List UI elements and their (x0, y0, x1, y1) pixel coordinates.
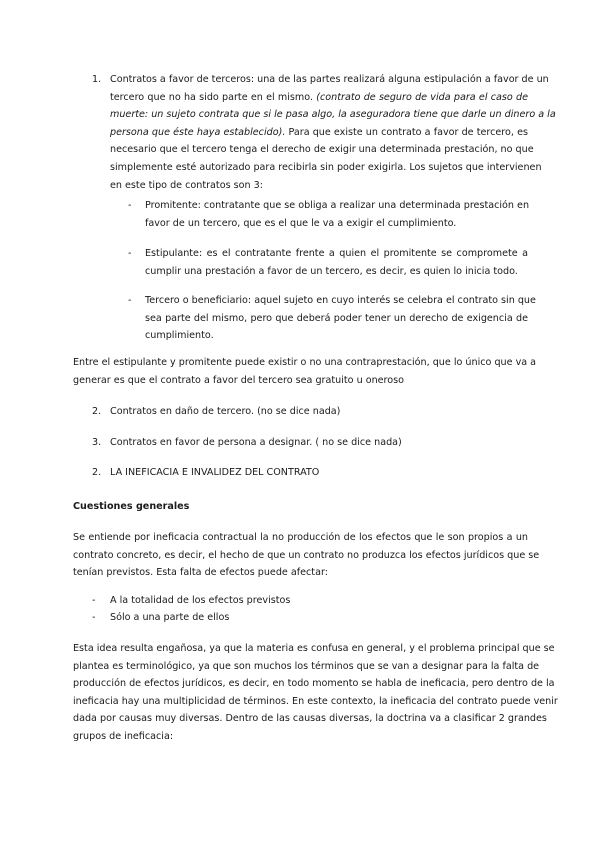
subject-estipulante (145, 245, 528, 280)
effect-1-dash: - (92, 595, 96, 606)
para-final-line-5: dada por causas muy diversas. Dentro de las causas diversas, la doctrina va a clasificar 2 grandes (73, 713, 547, 725)
subject-3-line-1: Tercero o beneficiario: aquel sujeto en cuyo interés se celebra el contrato sin que (145, 295, 536, 306)
subject-promitente (145, 197, 528, 232)
para-def-line-2: contrato concreto, es decir, el hecho de que un contrato no produzca los efectos jurídicos que se (73, 549, 540, 561)
item-1-number: 1. (92, 74, 102, 85)
section-2-number: 2. (92, 467, 102, 478)
paragraph-contraprestacion (73, 354, 537, 389)
subject-3-dash: - (128, 295, 132, 306)
item-1-line-3: muerte: un sujeto contrata que si le pasa algo, la aseguradora tiene que darle un dinero a la (110, 109, 556, 121)
effect-1-text: A la totalidad de los efectos previstos (110, 595, 291, 606)
section-2-heading: LA INEFICACIA E INVALIDEZ DEL CONTRATO (110, 467, 320, 478)
subject-1-dash: - (128, 200, 132, 211)
subject-1-line-2: favor de un tercero, que es el que le va a exigir el cumplimiento. (145, 217, 457, 229)
item-1-line-2: tercero que no ha sido parte en el mismo. (contrato de seguro de vida para el caso de (110, 91, 528, 103)
para-final-line-2: plantea es terminológico, ya que son muchos los términos que se van a designar para la falta de (73, 660, 540, 672)
item-2-text: Contratos en daño de tercero. (no se dice nada) (110, 406, 341, 417)
subject-2-line-1: Estipulante: es el contratante frente a quien el promitente se compromete a (145, 248, 528, 259)
effect-2-dash: - (92, 612, 96, 623)
effect-2-text: Sólo a una parte de ellos (110, 612, 230, 623)
para-final-line-6: grupos de ineficacia: (73, 730, 174, 742)
para-final-line-1: Esta idea resulta engañosa, ya que la materia es confusa en general, y el problema principal que se (73, 643, 555, 654)
subject-3-line-2: sea parte del mismo, pero que deberá poder tener un derecho de exigencia de (145, 312, 528, 324)
item-1-italic: (contrato de seguro de vida para el caso de (316, 91, 528, 103)
subject-tercero (145, 292, 536, 345)
item-3-text: Contratos en favor de persona a designar. ( no se dice nada) (110, 437, 402, 448)
item-1-text (110, 71, 556, 194)
item-1-line-6: simplemente esté autorizado para recibirla sin poder exigirla. Los sujetos que intervienen (110, 161, 542, 173)
item-1-line-5: necesario que el tercero tenga el derecho de exigir una determinada prestación, no que (110, 144, 534, 156)
item-1-line-1: Contratos a favor de terceros: una de las partes realizará alguna estipulación a favor de un (110, 74, 549, 85)
subject-1-line-1: Promitente: contratante que se obliga a realizar una determinada prestación en (145, 200, 530, 211)
subject-2-line-2: cumplir una prestación a favor de un tercero, es decir, es quien lo inicia todo. (145, 265, 518, 277)
item-1-line-4: persona que éste haya establecido). Para que existe un contrato a favor de tercero, es (110, 126, 528, 138)
subject-2-dash: - (128, 248, 132, 259)
paragraph-definition (73, 529, 540, 582)
para-between-line-1: Entre el estipulante y promitente puede existir o no una contraprestación, que lo único que va a (73, 357, 537, 368)
para-final-line-4: ineficacia hay una multiplicidad de términos. En este contexto, la ineficacia del contrato puede venir (73, 695, 558, 707)
subject-3-line-3: cumplimiento. (145, 330, 214, 342)
para-def-line-3: tenían previstos. Esta falta de efectos puede afectar: (73, 567, 328, 579)
para-def-line-1: Se entiende por ineficacia contractual la no producción de los efectos que le son propios a un (73, 532, 528, 543)
subheading-cuestiones-generales: Cuestiones generales (73, 501, 190, 512)
paragraph-final (73, 640, 558, 746)
item-3-number: 3. (92, 437, 102, 448)
item-1-line-7: en este tipo de contratos son 3: (110, 179, 263, 191)
item-2-number: 2. (92, 406, 102, 417)
para-between-line-2: generar es que el contrato a favor del tercero sea gratuito u oneroso (73, 374, 405, 386)
para-final-line-3: producción de efectos jurídicos, es decir, en todo momento se habla de ineficacia, pero dentro de la (73, 678, 555, 690)
